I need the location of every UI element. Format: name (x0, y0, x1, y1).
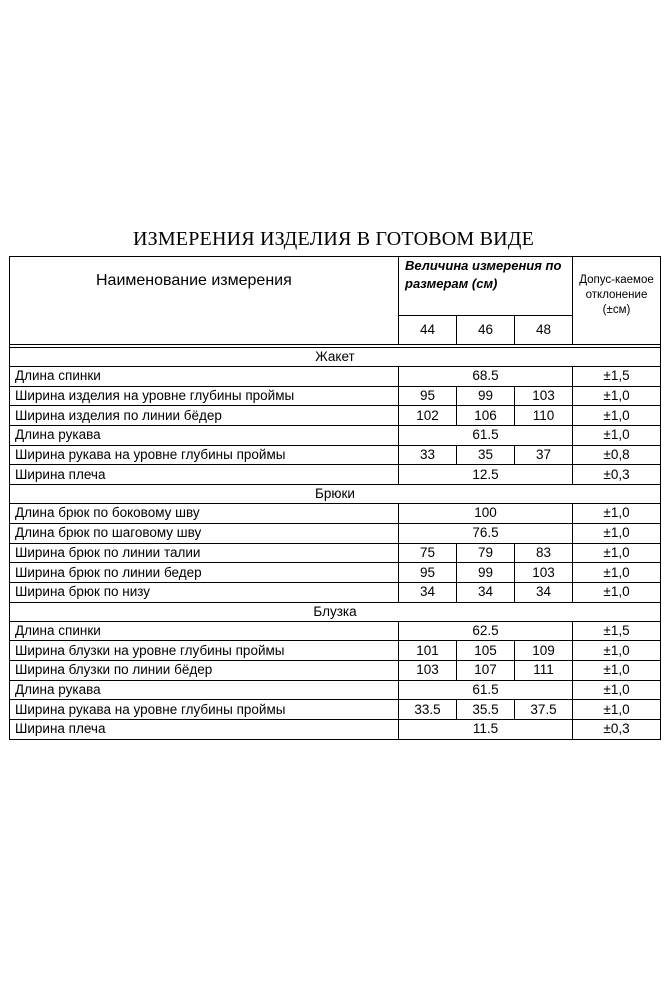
size-value-all: 61.5 (399, 426, 573, 446)
size-value: 110 (515, 406, 573, 426)
section-row (10, 602, 661, 621)
tolerance-value: ±1,0 (573, 582, 661, 602)
tolerance-value: ±1,5 (573, 367, 661, 387)
tolerance-value: ±1,0 (573, 680, 661, 700)
size-value: 34 (457, 582, 515, 602)
size-value: 103 (515, 563, 573, 583)
table-row (10, 406, 661, 426)
table-row (10, 641, 661, 661)
measurement-name: Ширина блузки по линии бёдер (10, 660, 399, 680)
tolerance-value: ±1,5 (573, 621, 661, 641)
table-row (10, 465, 661, 485)
tolerance-value: ±1,0 (573, 641, 661, 661)
size-value: 33 (399, 445, 457, 465)
measurement-name: Ширина изделия на уровне глубины проймы (10, 386, 399, 406)
size-value: 95 (399, 563, 457, 583)
size-44-header: 44 (399, 316, 457, 345)
size-value: 37 (515, 445, 573, 465)
tolerance-value: ±0,3 (573, 465, 661, 485)
size-value: 33.5 (399, 700, 457, 720)
header-size-cell: Величина измерения по размерам (см) (399, 257, 573, 316)
measurement-name: Ширина блузки на уровне глубины проймы (10, 641, 399, 661)
table-row (10, 700, 661, 720)
size-46-header: 46 (457, 316, 515, 345)
size-value: 102 (399, 406, 457, 426)
size-value: 103 (515, 386, 573, 406)
measurement-name: Ширина брюк по линии бедер (10, 563, 399, 583)
tolerance-value: ±1,0 (573, 406, 661, 426)
table-row (10, 563, 661, 583)
header-tolerance-cell: Допус-каемое отклонение (±см) (573, 257, 661, 345)
size-value: 107 (457, 660, 515, 680)
measurement-name: Ширина рукава на уровне глубины проймы (10, 700, 399, 720)
section-row (10, 485, 661, 504)
measurement-name: Ширина брюк по низу (10, 582, 399, 602)
size-value: 34 (399, 582, 457, 602)
size-value-all: 12.5 (399, 465, 573, 485)
table-row (10, 445, 661, 465)
table-header (10, 257, 661, 348)
size-value: 106 (457, 406, 515, 426)
measurement-name: Длина брюк по боковому шву (10, 504, 399, 524)
size-value: 83 (515, 543, 573, 563)
size-value: 103 (399, 660, 457, 680)
measurement-name: Ширина рукава на уровне глубины проймы (10, 445, 399, 465)
size-value-all: 11.5 (399, 720, 573, 740)
tolerance-value: ±1,0 (573, 386, 661, 406)
size-value: 75 (399, 543, 457, 563)
measurement-name: Ширина изделия по линии бёдер (10, 406, 399, 426)
size-48-header: 48 (515, 316, 573, 345)
section-row (10, 348, 661, 367)
measurement-name: Ширина плеча (10, 465, 399, 485)
size-value: 37.5 (515, 700, 573, 720)
measurement-name: Длина рукава (10, 426, 399, 446)
section-title: Брюки (10, 485, 661, 504)
size-value-all: 61.5 (399, 680, 573, 700)
tolerance-value: ±1,0 (573, 700, 661, 720)
table-row (10, 426, 661, 446)
section-title: Блузка (10, 602, 661, 621)
size-value: 79 (457, 543, 515, 563)
size-value: 109 (515, 641, 573, 661)
size-value-all: 68.5 (399, 367, 573, 387)
table-body (10, 348, 661, 740)
size-value-all: 76.5 (399, 523, 573, 543)
header-row (10, 257, 661, 316)
size-value: 34 (515, 582, 573, 602)
size-value: 35 (457, 445, 515, 465)
measurement-name: Длина спинки (10, 367, 399, 387)
table-row (10, 680, 661, 700)
tolerance-value: ±0,3 (573, 720, 661, 740)
header-name-cell: Наименование измерения (10, 257, 399, 345)
size-value-all: 100 (399, 504, 573, 524)
measurement-name: Ширина брюк по линии талии (10, 543, 399, 563)
tolerance-value: ±1,0 (573, 426, 661, 446)
tolerance-value: ±1,0 (573, 523, 661, 543)
measurement-name: Длина рукава (10, 680, 399, 700)
size-value: 99 (457, 563, 515, 583)
table-row (10, 582, 661, 602)
tolerance-value: ±1,0 (573, 543, 661, 563)
table-row (10, 386, 661, 406)
document-title: ИЗМЕРЕНИЯ ИЗДЕЛИЯ В ГОТОВОМ ВИДЕ (132, 228, 535, 250)
table-row (10, 660, 661, 680)
size-value: 105 (457, 641, 515, 661)
table-row (10, 504, 661, 524)
tolerance-value: ±1,0 (573, 660, 661, 680)
section-title: Жакет (10, 348, 661, 367)
table-row (10, 720, 661, 740)
table-row (10, 543, 661, 563)
table-row (10, 621, 661, 641)
table-row (10, 367, 661, 387)
table-row (10, 523, 661, 543)
size-value: 99 (457, 386, 515, 406)
size-value: 101 (399, 641, 457, 661)
measurements-table (9, 256, 661, 740)
measurement-name: Длина спинки (10, 621, 399, 641)
measurement-name: Ширина плеча (10, 720, 399, 740)
size-value: 95 (399, 386, 457, 406)
size-value-all: 62.5 (399, 621, 573, 641)
tolerance-value: ±1,0 (573, 563, 661, 583)
size-value: 35.5 (457, 700, 515, 720)
measurement-name: Длина брюк по шаговому шву (10, 523, 399, 543)
tolerance-value: ±1,0 (573, 504, 661, 524)
tolerance-value: ±0,8 (573, 445, 661, 465)
size-value: 111 (515, 660, 573, 680)
